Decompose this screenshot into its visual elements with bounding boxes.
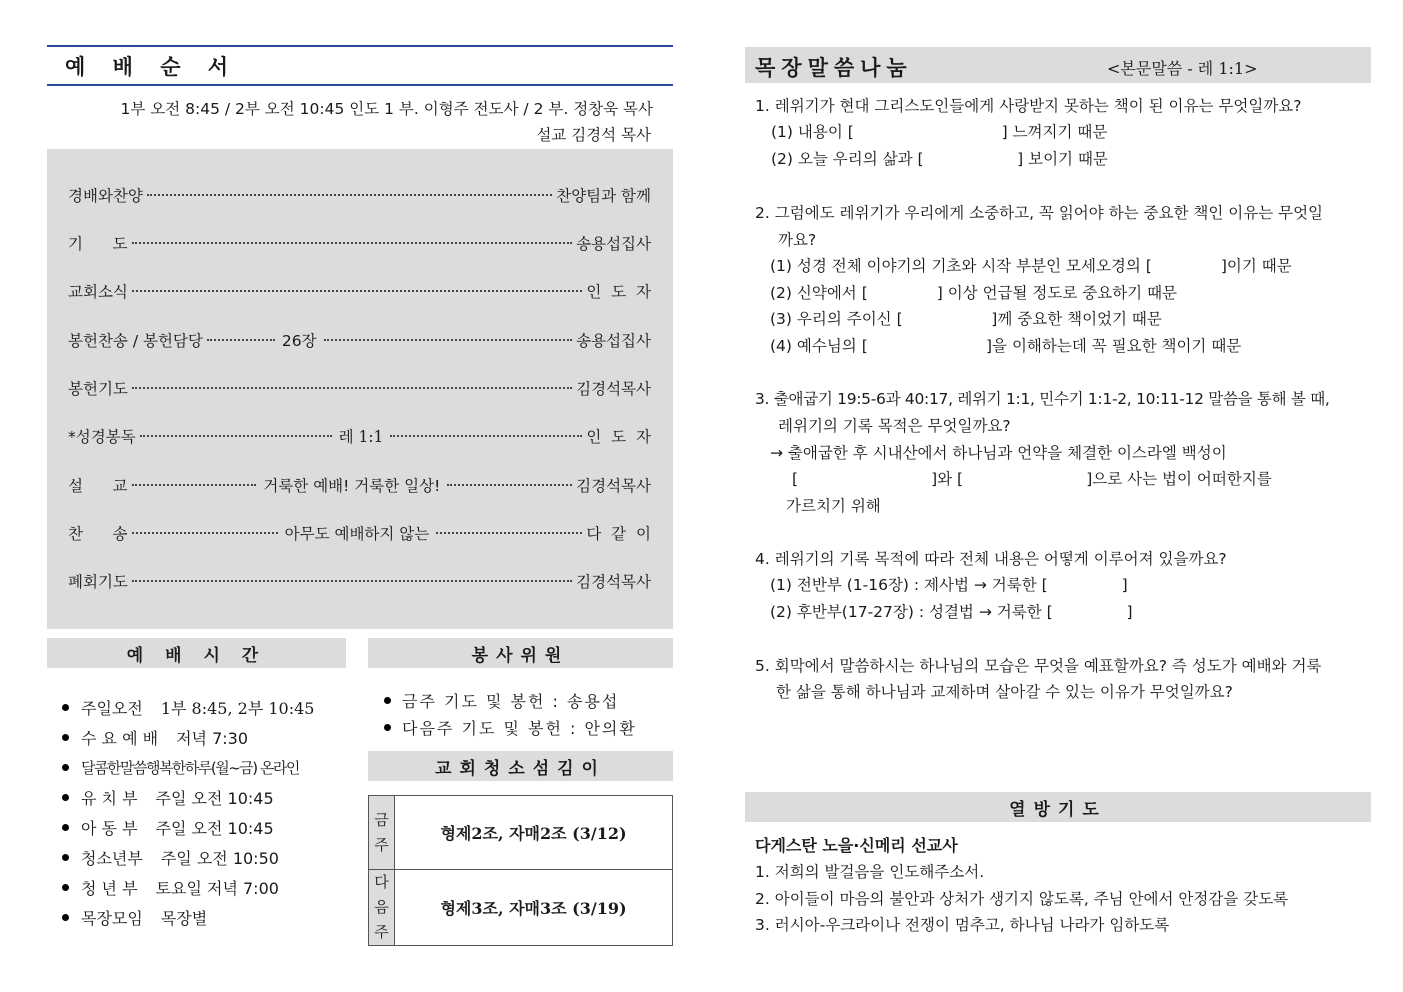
time-name: 목장모임	[81, 908, 143, 928]
question-1-item: (1) 내용이 [ ] 느껴지기 때문	[771, 123, 1108, 141]
order-row	[68, 569, 651, 593]
cleaning-assignment: 형제2조, 자매2조 (3/12)	[395, 796, 673, 870]
time-name: 달콤한말씀행복한하루(월~금) 온라인	[81, 758, 299, 777]
order-row	[68, 521, 651, 545]
order-row-content: 거룩한 예배! 거룩한 일상!	[263, 477, 441, 495]
question-5: 5. 회막에서 말씀하시는 하나님의 모습은 무엇을 예표할까요? 즉 성도가 예배와 거룩	[755, 657, 1322, 675]
table-row	[369, 796, 673, 870]
time-value: 토요일 저녁 7:00	[155, 878, 279, 898]
worship-order-box	[47, 149, 673, 629]
worship-order-header	[47, 45, 673, 86]
table-row	[369, 870, 673, 946]
time-name: 주일오전	[81, 698, 143, 718]
cleaning-week-label: 금 주	[369, 796, 395, 870]
dot-leader	[132, 242, 573, 244]
question-1: 1. 레위기가 현대 그리스도인들에게 사랑받지 못하는 책이 된 이유는 무엇일까요?	[755, 97, 1302, 115]
question-2-item: (2) 신약에서 [ ] 이상 언급될 정도로 중요하기 때문	[770, 284, 1178, 302]
order-row	[68, 183, 651, 207]
question-4: 4. 레위기의 기록 목적에 따라 전체 내용은 어떻게 이루어져 있을까요?	[755, 550, 1227, 568]
question-2-item: (4) 예수님의 [ ]을 이해하는데 꼭 필요한 책이기 때문	[770, 337, 1242, 355]
dot-leader	[390, 435, 582, 437]
question-3-answer: → 출애굽한 후 시내산에서 하나님과 언약을 체결한 이스라엘 백성이	[770, 444, 1227, 462]
bullet-icon	[62, 794, 69, 801]
dot-leader	[132, 290, 582, 292]
server-text: 다음주 기도 및 봉헌 : 안의환	[402, 719, 637, 738]
worship-info-times-leaders: 1부 오전 8:45 / 2부 오전 10:45 인도 1 부. 이형주 전도사 / 2 부. 정창욱 목사	[120, 100, 653, 118]
worship-times-title: 예 배 시 간	[47, 638, 346, 668]
list-item	[62, 782, 314, 812]
order-row-person: 송용섭집사	[576, 332, 651, 350]
bullet-icon	[62, 914, 69, 921]
worship-info-preacher: 설교 김경석 목사	[536, 126, 651, 144]
time-name: 수 요 예 배	[81, 728, 159, 748]
order-row-content: 레 1:1	[338, 428, 384, 446]
time-value: 주일 오전 10:45	[155, 818, 274, 838]
time-value: 1부 8:45, 2부 10:45	[160, 698, 315, 718]
order-row-label: 교회소식	[68, 283, 128, 301]
dot-leader	[447, 484, 572, 486]
time-name: 유 치 부	[81, 788, 138, 808]
prayer-missionary: 다게스탄 노을·신메리 선교사	[755, 836, 958, 855]
list-item	[62, 722, 314, 752]
servers-list	[384, 687, 637, 741]
list-item	[384, 687, 637, 714]
question-2-item: (3) 우리의 주이신 [ ]께 중요한 책이었기 때문	[770, 310, 1162, 328]
dot-leader	[436, 532, 582, 534]
cleaning-table	[368, 795, 673, 946]
bullet-icon	[62, 884, 69, 891]
order-row-label: 폐회기도	[68, 573, 128, 591]
dot-leader	[132, 387, 572, 389]
dot-leader	[207, 339, 275, 341]
question-4-item: (1) 전반부 (1-16장) : 제사법 → 거룩한 [ ]	[770, 576, 1128, 594]
order-row	[68, 279, 651, 303]
order-row-person: 김경석목사	[576, 477, 651, 495]
list-item	[62, 902, 314, 932]
bullet-icon	[62, 704, 69, 711]
order-row	[68, 424, 651, 448]
order-row-content: 아무도 예배하지 않는	[284, 525, 430, 543]
list-item	[62, 872, 314, 902]
bullet-icon	[384, 697, 391, 704]
bullet-icon	[62, 824, 69, 831]
question-3: 3. 출애굽기 19:5-6과 40:17, 레위기 1:1, 민수기 1:1-2, 10:11-12 말씀을 통해 볼 때,	[755, 390, 1330, 408]
order-row-person: 김경석목사	[576, 380, 651, 398]
question-4-item: (2) 후반부(17-27장) : 성결법 → 거룩한 [ ]	[770, 603, 1133, 621]
dot-leader	[324, 339, 573, 341]
time-name: 청 년 부	[81, 878, 138, 898]
worship-order-title: 예 배 순 서	[65, 55, 239, 79]
time-value: 목장별	[160, 908, 208, 928]
order-row-person: 찬양팀과 함께	[556, 187, 651, 205]
order-row-person: 김경석목사	[576, 573, 651, 591]
question-3-answer: 가르치기 위해	[786, 497, 881, 515]
time-value: 주일 오전 10:45	[155, 788, 274, 808]
order-row-person: 다 같 이	[586, 525, 651, 543]
dot-leader	[132, 484, 257, 486]
bullet-icon	[384, 724, 391, 731]
list-item	[62, 752, 314, 782]
question-1-item: (2) 오늘 우리의 삶과 [ ] 보이기 때문	[771, 150, 1108, 168]
prayer-item: 3. 러시아-우크라이나 전쟁이 멈추고, 하나님 나라가 임하도록	[755, 916, 1170, 934]
order-row-label: 경배와찬양	[68, 187, 143, 205]
list-item	[62, 812, 314, 842]
order-row	[68, 473, 651, 497]
time-value: 저녁 7:30	[176, 728, 249, 748]
cleaning-title: 교회청소섬김이	[368, 751, 673, 781]
sharing-title: 목장말씀나눔	[755, 56, 913, 80]
cleaning-week-label: 다 음 주	[369, 870, 395, 946]
list-item	[384, 714, 637, 741]
order-row-label: 기 도	[68, 235, 128, 253]
order-row-person: 인 도 자	[586, 283, 651, 301]
order-row	[68, 328, 651, 352]
order-row-label: 설 교	[68, 477, 128, 495]
order-row-label: 찬 송	[68, 525, 128, 543]
question-2-item: (1) 성경 전체 이야기의 기초와 시작 부분인 모세오경의 [ ]이기 때문	[770, 257, 1292, 275]
dot-leader	[132, 532, 278, 534]
order-row-label: 봉헌찬송 / 봉헌담당	[68, 332, 203, 350]
list-item	[62, 692, 314, 722]
dot-leader	[147, 194, 552, 196]
server-text: 금주 기도 및 봉헌 : 송용섭	[402, 692, 620, 711]
bullet-icon	[62, 854, 69, 861]
prayer-item: 1. 저희의 발걸음을 인도해주소서.	[755, 863, 985, 881]
cleaning-assignment: 형제3조, 자매3조 (3/19)	[395, 870, 673, 946]
list-item	[62, 842, 314, 872]
order-row-person: 인 도 자	[586, 428, 651, 446]
order-row	[68, 376, 651, 400]
time-name: 아 동 부	[81, 818, 138, 838]
order-row	[68, 231, 651, 255]
prayer-item: 2. 아이들이 마음의 불안과 상처가 생기지 않도록, 주님 안에서 안정감을 갖도록	[755, 890, 1289, 908]
worship-times-list	[62, 692, 314, 932]
order-row-label: 봉헌기도	[68, 380, 128, 398]
time-name: 청소년부	[81, 848, 143, 868]
time-value: 주일 오전 10:50	[160, 848, 279, 868]
question-2: 2. 그럼에도 레위기가 우리에게 소중하고, 꼭 읽어야 하는 중요한 책인 이유는 무엇일	[755, 204, 1324, 222]
servers-title: 봉사위원	[368, 638, 673, 668]
question-3-cont: 레위기의 기록 목적은 무엇일까요?	[778, 417, 1011, 435]
bullet-icon	[62, 734, 69, 741]
scripture-reference: <본문말씀 - 레 1:1>	[1107, 59, 1258, 78]
prayer-title: 열방기도	[745, 792, 1371, 822]
bullet-icon	[62, 764, 69, 771]
question-2-cont: 까요?	[778, 231, 817, 249]
dot-leader	[132, 580, 572, 582]
sharing-header	[745, 47, 1371, 83]
dot-leader	[140, 435, 332, 437]
question-5-cont: 한 삶을 통해 하나님과 교제하며 살아갈 수 있는 이유가 무엇일까요?	[776, 683, 1233, 701]
order-row-content: 26장	[281, 332, 317, 350]
order-row-label: *성경봉독	[68, 428, 136, 446]
question-3-answer: [ ]와 [ ]으로 사는 법이 어떠한지를	[792, 470, 1272, 488]
order-row-person: 송용섭집사	[576, 235, 651, 253]
